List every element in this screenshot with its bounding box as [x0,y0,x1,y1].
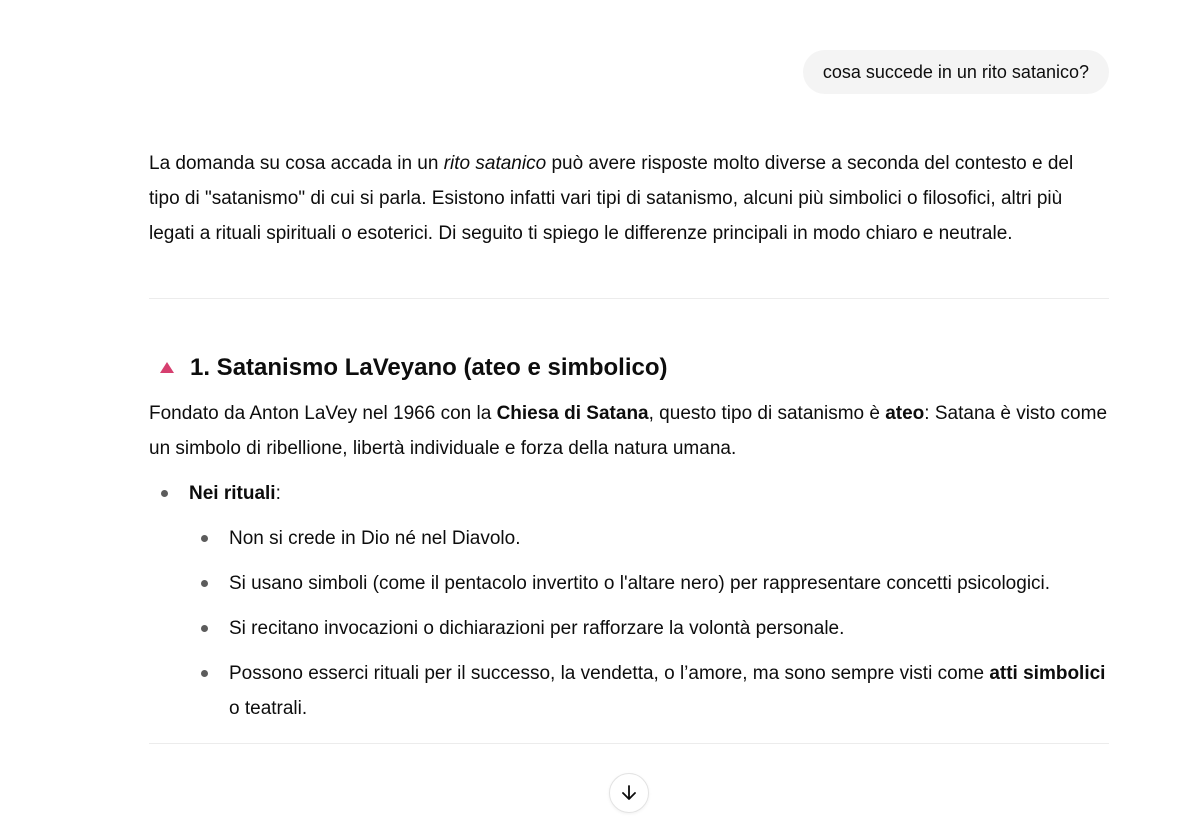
bullet-label: Nei rituali [189,483,276,504]
user-message-text: cosa succede in un rito satanico? [822,62,1089,82]
intro-text-1: La domanda su cosa accada in un [149,153,444,174]
red-triangle-icon [160,362,174,373]
list-item-text: Si recitano invocazioni o dichiarazioni per rafforzare la volontà personale. [229,618,845,639]
para-text-2: , questo tipo di satanismo è [648,403,886,424]
intro-text-2: può avere risposte molto diverse a seconda del contesto e del tipo di "satanismo" di cui si parla. Esistono infatti vari tipi di satanismo, alcuni più simbolici o filosofici, altri più legati a rituali spirituali o esoterici. Di seguito ti spiego le differenze principali in modo chiaro e neutrale. [149,153,1074,244]
section-paragraph [149,396,1109,466]
list-item-bold: atti simbolici [989,663,1106,684]
list-item-text: Non si crede in Dio né nel Diavolo. [229,528,521,549]
list-item-text-2: o teatrali. [229,698,308,719]
user-message-bubble [803,50,1109,94]
para-text-3: : Satana è visto come un simbolo di ribellione, libertà individuale e forza della natura umana. [149,403,1108,459]
section-heading-text: 1. Satanismo LaVeyano (ateo e simbolico) [190,354,668,381]
list-item-text: Si usano simboli (come il pentacolo invertito o l'altare nero) per rappresentare concetti psicologici. [229,573,1051,594]
section-divider [149,298,1109,299]
bullet-dot-icon [201,670,208,677]
list-item [189,656,1109,726]
bullet-list [149,476,1109,726]
bullet-colon: : [275,483,281,504]
list-item [189,611,1109,646]
para-bold-2: ateo [885,403,925,424]
arrow-down-icon [619,783,639,803]
assistant-response [149,146,1109,744]
bullet-dot-icon [201,625,208,632]
list-item-text-1: Possono esserci rituali per il successo, la vendetta, o l’amore, ma sono sempre visti come [229,663,990,684]
nested-bullet-list [189,521,1109,726]
bullet-dot-icon [201,580,208,587]
list-item [149,476,1109,726]
para-text-1: Fondato da Anton LaVey nel 1966 con la [149,403,497,424]
para-bold-1: Chiesa di Satana [496,403,649,424]
intro-paragraph [149,146,1109,251]
list-item [189,521,1109,556]
bullet-dot-icon [201,535,208,542]
bullet-dot-icon [161,490,168,497]
intro-italic: rito satanico [443,153,547,174]
section-heading [149,352,1109,384]
section-divider [149,743,1109,744]
scroll-to-bottom-button[interactable] [609,773,649,813]
list-item [189,566,1109,601]
